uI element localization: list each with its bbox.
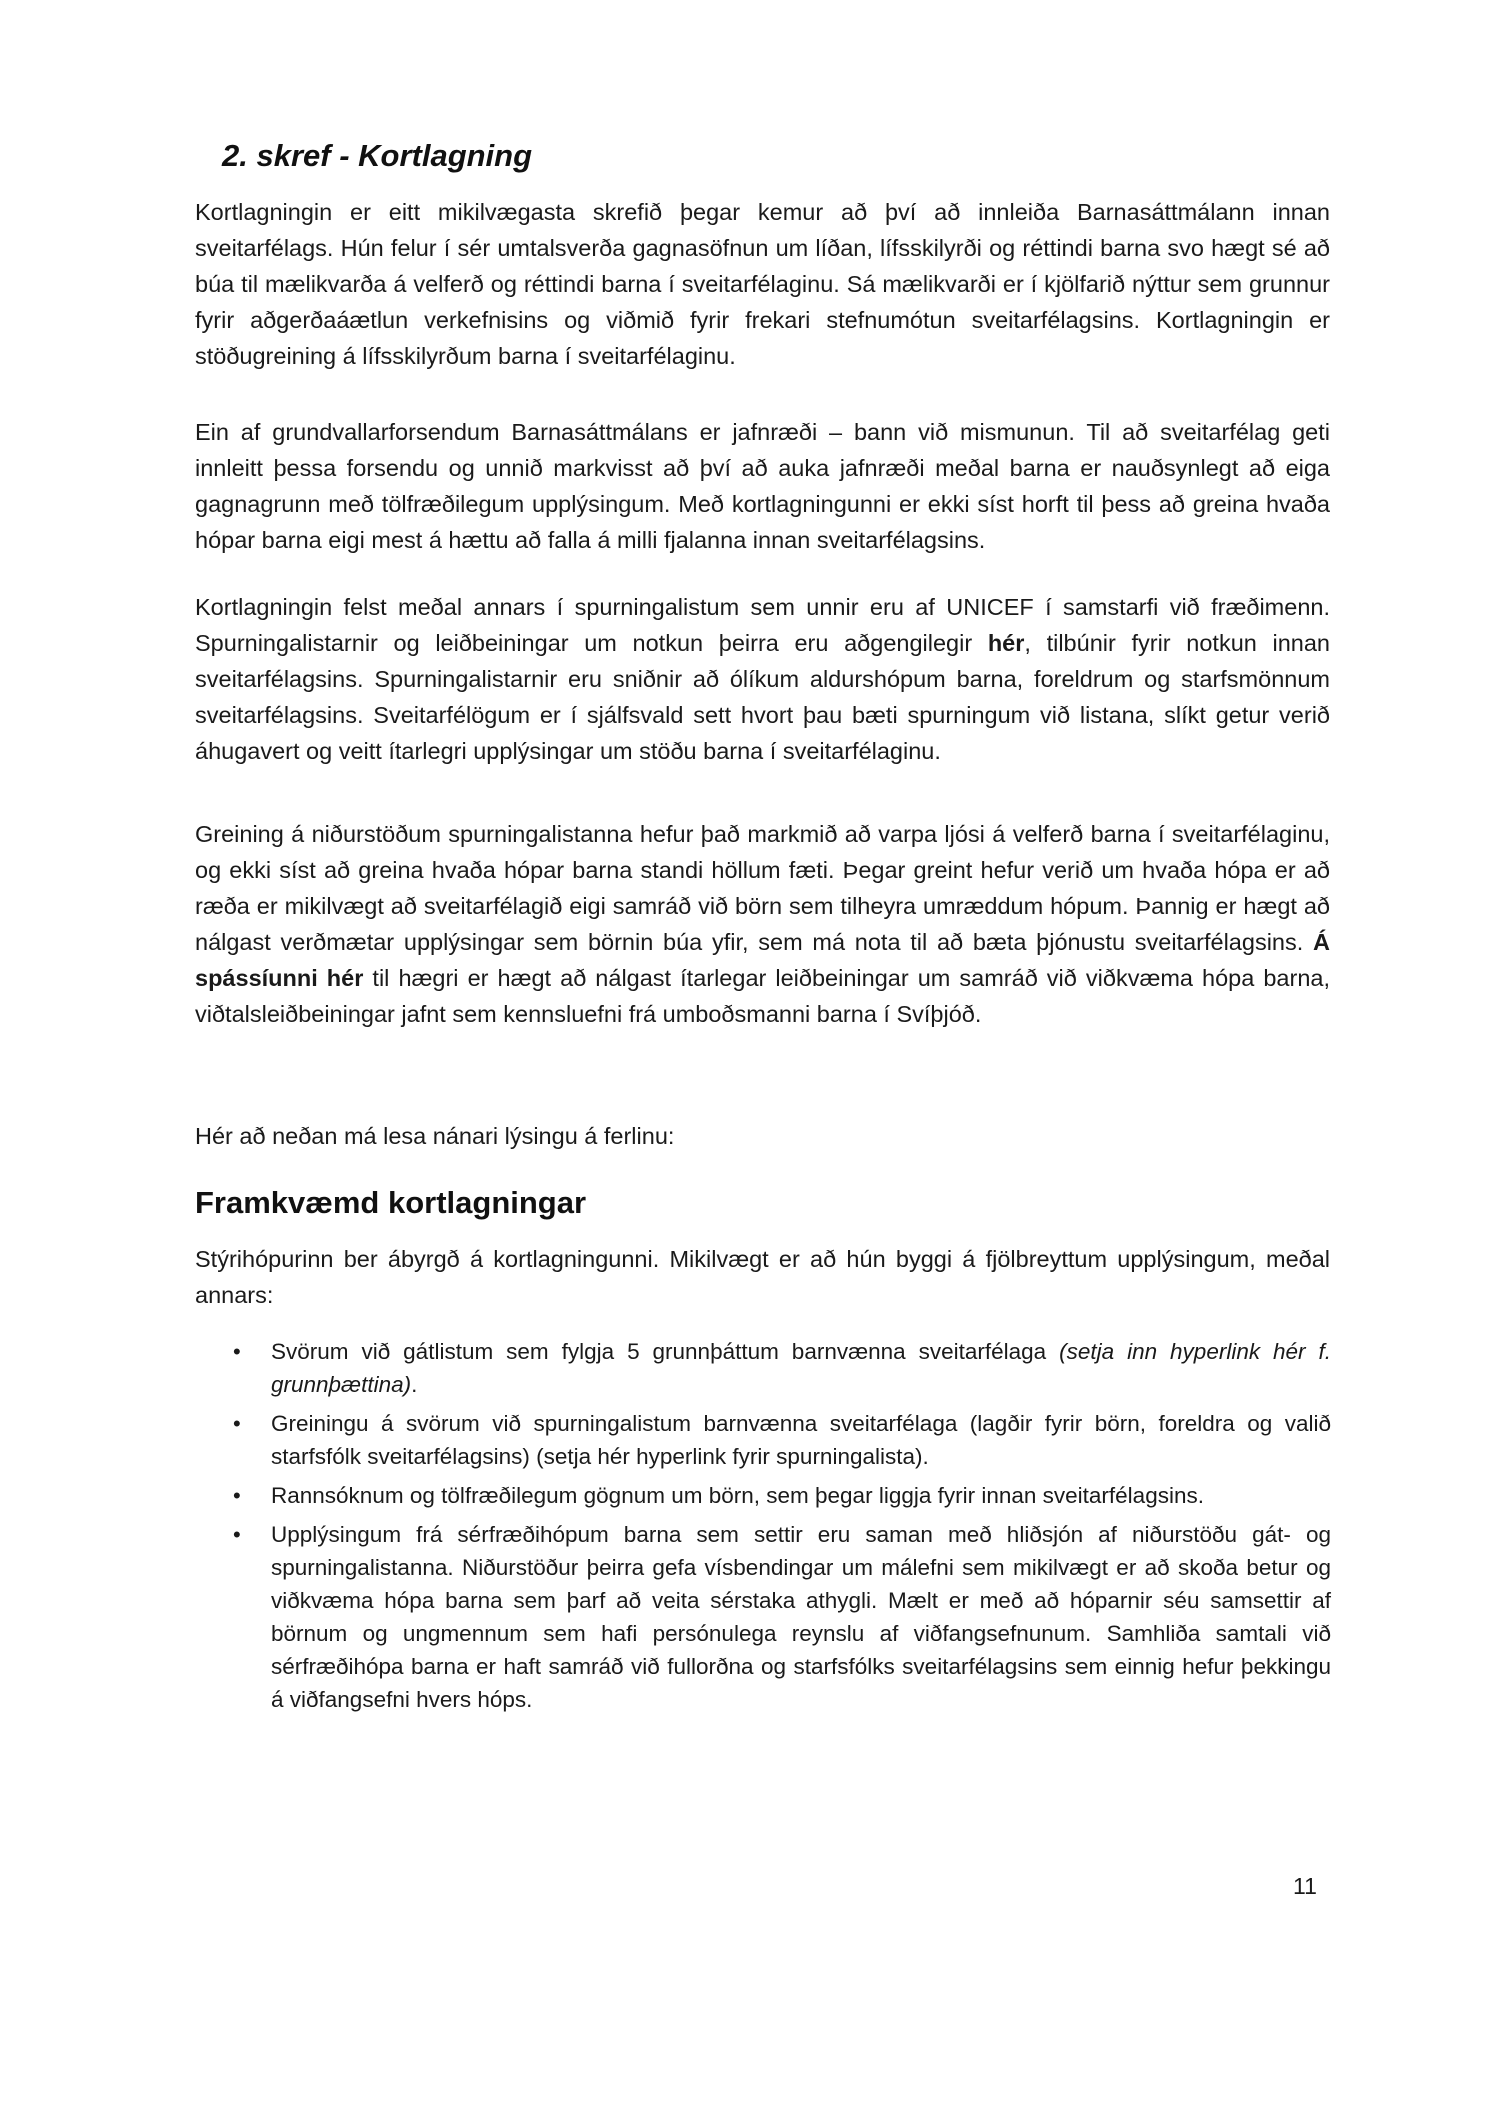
bullet-list: [0, 1335, 1500, 1722]
paragraph-text: Kortlagningin felst meðal annars í spurningalistum sem unnir eru af UNICEF í samstarfi við fræðimenn. Spurningalistarnir og leiðbeiningar um notkun þeirra eru aðgengilegir: [195, 594, 1330, 656]
paragraph-text: til hægri er hægt að nálgast ítarlegar leiðbeiningar um samráð við viðkvæma hópa barna, viðtalsleiðbeiningar jafnt sem kennsluefni frá umboðsmanni barna í Svíþjóð.: [195, 965, 1330, 1027]
list-item-italic: (setja inn hyperlink hér f. grunnþættina): [271, 1339, 1331, 1397]
paragraph-intro: Kortlagningin er eitt mikilvægasta skrefið þegar kemur að því að innleiða Barnasáttmálann innan sveitarfélags. Hún felur í sér umtalsverða gagnasöfnun um líðan, lífsskilyrði og réttindi barna svo hægt sé að búa til mælikvarða á velferð og réttindi barna í sveitarfélaginu. Sá mælikvarði er í kjölfarið nýttur sem grunnur fyrir aðgerðaáætlun verkefnisins og viðmið fyrir frekari stefnumótun sveitarfélagsins. Kortlagningin er stöðugreining á lífsskilyrðum barna í sveitarfélaginu.: [195, 199, 1330, 369]
list-item-text: Rannsóknum og tölfræðilegum gögnum um börn, sem þegar liggja fyrir innan sveitarfélagsins.: [271, 1483, 1204, 1508]
bullet-icon: •: [233, 1339, 241, 1364]
paragraph-steering-group: Stýrihópurinn ber ábyrgð á kortlagningunni. Mikilvægt er að hún byggi á fjölbreyttum upplýsingum, meðal annars:: [195, 1246, 1330, 1308]
subsection-heading: Framkvæmd kortlagningar: [195, 1185, 587, 1220]
bullet-icon: •: [233, 1411, 241, 1436]
list-item-text: Upplýsingum frá sérfræðihópum barna sem settir eru saman með hliðsjón af niðurstöðu gát- og spurningalistanna. Niðurstöður þeirra gefa vísbendingar um málefni sem mikilvægt er að skoða betur og viðkvæma hópa barna sem þarf að veita sérstaka athygli. Mælt er með að hóparnir séu samsettir af börnum og ungmennum sem hafi persónulega reynslu af viðfangsefnunum. Samhliða samtali við sérfræðihópa barna er haft samráð við fullorðna og starfsfólks sveitarfélagsins sem einnig hefur þekkingu á viðfangsefni hvers hóps.: [271, 1522, 1331, 1712]
paragraph-questionnaires: [195, 589, 1330, 769]
list-item: [233, 1518, 1331, 1716]
list-item: [233, 1407, 1331, 1473]
paragraph-analysis: [195, 816, 1330, 1032]
list-item: [233, 1335, 1331, 1401]
list-item-text: Svörum við gátlistum sem fylgja 5 grunnþáttum barnvænna sveitarfélaga: [271, 1339, 1060, 1364]
list-item-text: Greiningu á svörum við spurningalistum barnvænna sveitarfélaga (lagðir fyrir börn, foreldra og valið starfsfólk sveitarfélagsins) (setja hér hyperlink fyrir spurningalista).: [271, 1411, 1331, 1469]
margin-link[interactable]: Á spássíunni hér: [195, 929, 1330, 991]
bullet-icon: •: [233, 1522, 241, 1547]
paragraph-text: , tilbúnir fyrir notkun innan sveitarfélagsins. Spurningalistarnir eru sniðnir að ólíkum aldurshópum barna, foreldrum og starfsmönnum sveitarfélagsins. Sveitarfélögum er í sjálfsvald sett hvort þau bæti spurningum við listana, slíkt getur verið áhugavert og veitt ítarlegri upplýsingar um stöðu barna í sveitarfélaginu.: [195, 630, 1330, 764]
paragraph-equality: Ein af grundvallarforsendum Barnasáttmálans er jafnræði – bann við mismunun. Til að sveitarfélag geti innleitt þessa forsendu og unnið markvisst að því að auka jafnræði meðal barna er nauðsynlegt að eiga gagnagrunn með tölfræðilegum upplýsingum. Með kortlagningunni er ekki síst horft til þess að greina hvaða hópar barna eigi mest á hættu að falla á milli fjalanna innan sveitarfélagsins.: [195, 419, 1330, 553]
here-link[interactable]: hér: [987, 630, 1025, 656]
bullet-icon: •: [233, 1483, 241, 1508]
page-number: 11: [1293, 1873, 1317, 1899]
section-heading: 2. skref - Kortlagning: [222, 138, 533, 173]
list-item-text: .: [411, 1372, 418, 1397]
paragraph-lead-in: Hér að neðan má lesa nánari lýsingu á ferlinu:: [195, 1123, 675, 1149]
list-item: [233, 1479, 1331, 1512]
paragraph-text: Greining á niðurstöðum spurningalistanna hefur það markmið að varpa ljósi á velferð barna í sveitarfélaginu, og ekki síst að greina hvaða hópar barna standi höllum fæti. Þegar greint hefur verið um hvaða hópa er að ræða er mikilvægt að sveitarfélagið eigi samráð við börn sem tilheyra umræddum hópum. Þannig er hægt að nálgast verðmætar upplýsingar sem börnin búa yfir, sem má nota til að bæta þjónustu sveitarfélagsins.: [195, 821, 1330, 955]
